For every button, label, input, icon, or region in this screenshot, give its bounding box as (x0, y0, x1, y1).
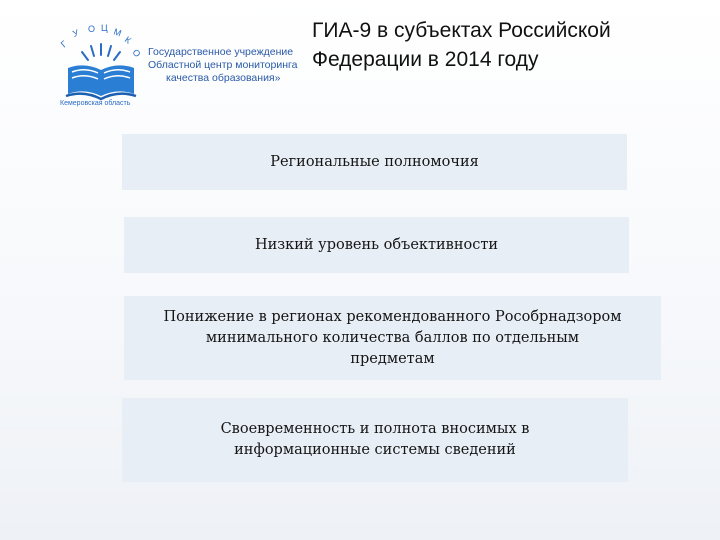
title-line: Федерации в 2014 году (312, 48, 539, 71)
point-text-line: Понижение в регионах рекомендованного Рособрнадзором (163, 308, 622, 325)
svg-text:О: О (88, 24, 96, 34)
title-line: ГИА-9 в субъектах Российской (312, 19, 611, 42)
svg-text:К: К (122, 34, 133, 46)
point-text-line: информационные системы сведений (234, 442, 516, 458)
region-label: Кемеровская область (60, 100, 131, 107)
point-text: Региональные полномочия (270, 153, 479, 170)
point-card (122, 398, 628, 482)
org-name-line: качества образования» (166, 72, 281, 84)
svg-text:М: М (112, 26, 123, 39)
point-card (124, 296, 661, 380)
point-card (124, 217, 629, 273)
org-name-line: Областной центр мониторинга (148, 59, 298, 71)
slide-title (312, 16, 712, 74)
organization-name (148, 46, 308, 85)
book-logo-icon (58, 22, 148, 110)
org-name-line: Государственное учреждение (148, 46, 294, 58)
svg-text:У: У (71, 27, 81, 39)
point-text-line: минимального количества баллов по отдельным (205, 329, 580, 346)
svg-text:Ц: Ц (101, 23, 108, 33)
point-text: Низкий уровень объективности (254, 236, 499, 253)
svg-text:О: О (130, 47, 143, 59)
point-text-line: предметам (350, 350, 435, 367)
point-text-line: Своевременность и полнота вносимых в (220, 421, 530, 437)
point-card (122, 134, 627, 190)
svg-text:Г: Г (58, 38, 70, 50)
logo (58, 22, 148, 110)
